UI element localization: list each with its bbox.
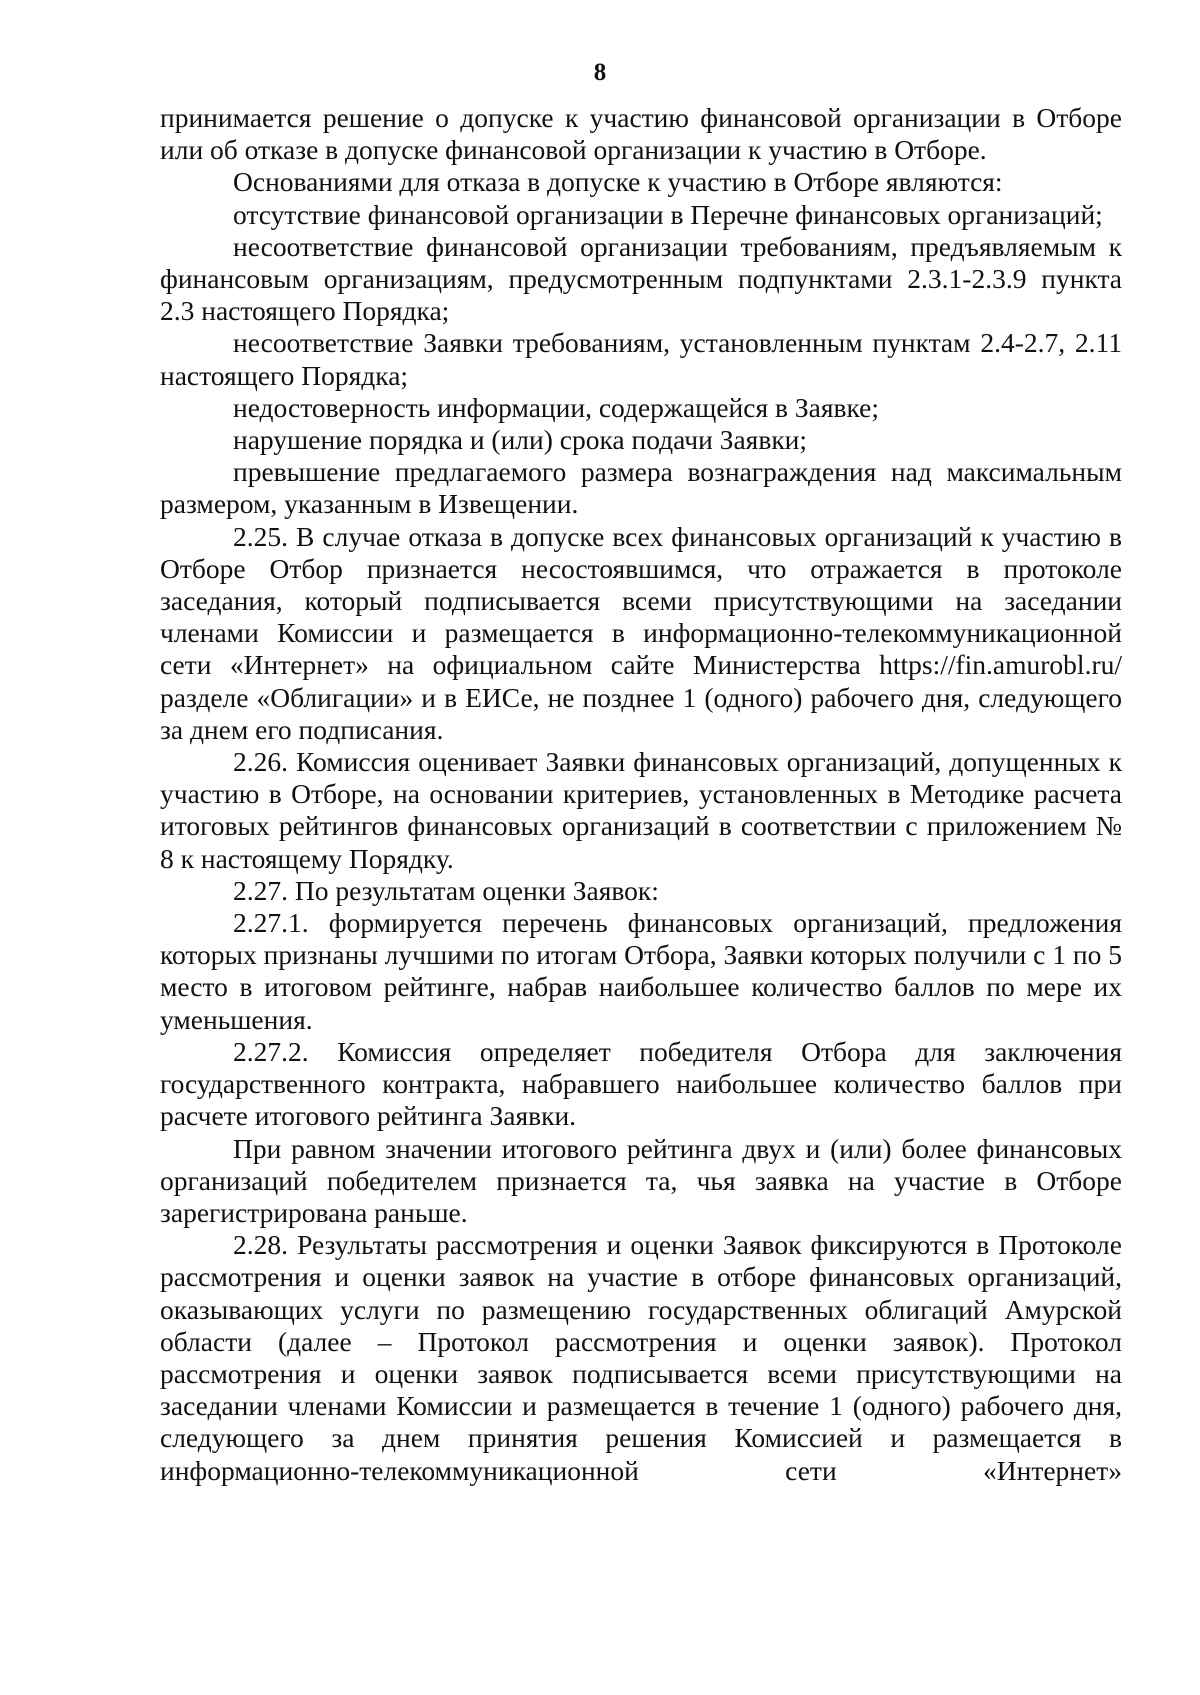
- paragraph: 2.25. В случае отказа в допуске всех финансовых организаций к участию в Отборе Отбор признается несостоявшимся, что отражается в протоколе заседания, который подписывается всеми присутствующими на заседании членами Комиссии и размещается в информационно-телекоммуникационной сети «Интернет» на официальном сайте Министерства https://fin.amurobl.ru/ разделе «Облигации» и в ЕИСе, не позднее 1 (одного) рабочего дня, следующего за днем его подписания.: [160, 520, 1122, 745]
- paragraph: отсутствие финансовой организации в Перечне финансовых организаций;: [233, 198, 1103, 230]
- paragraph: несоответствие финансовой организации требованиям, предъявляемым к финансовым организациям, предусмотренным подпунктами 2.3.1-2.3.9 пункта 2.3 настоящего Порядка;: [160, 230, 1122, 327]
- page-number: 8: [593, 59, 607, 86]
- paragraph: 2.26. Комиссия оценивает Заявки финансовых организаций, допущенных к участию в Отборе, на основании критериев, установленных в Методике расчета итоговых рейтингов финансовых организаций в соответствии с приложением № 8 к настоящему Порядку.: [160, 746, 1122, 874]
- paragraph: нарушение порядка и (или) срока подачи Заявки;: [233, 424, 808, 456]
- paragraph: несоответствие Заявки требованиям, установленным пунктам 2.4-2.7, 2.11 настоящего Порядка;: [160, 327, 1122, 391]
- paragraph: 2.27.1. формируется перечень финансовых организаций, предложения которых признаны лучшими по итогам Отбора, Заявки которых получили с 1 по 5 место в итоговом рейтинге, набрав наибольшее количество баллов по мере их уменьшения.: [160, 907, 1122, 1035]
- paragraph: Основаниями для отказа в допуске к участию в Отборе являются:: [233, 166, 1003, 198]
- document-body: [160, 102, 1122, 1487]
- paragraph: принимается решение о допуске к участию финансовой организации в Отборе или об отказе в допуске финансовой организации к участию в Отборе.: [160, 102, 1122, 166]
- paragraph: 2.27. По результатам оценки Заявок:: [233, 874, 659, 906]
- paragraph: При равном значении итогового рейтинга двух и (или) более финансовых организаций победителем признается та, чья заявка на участие в Отборе зарегистрирована раньше.: [160, 1132, 1122, 1228]
- paragraph: превышение предлагаемого размера вознаграждения над максимальным размером, указанным в Извещении.: [160, 456, 1122, 520]
- paragraph: недостоверность информации, содержащейся в Заявке;: [233, 391, 879, 423]
- paragraph: 2.28. Результаты рассмотрения и оценки Заявок фиксируются в Протоколе рассмотрения и оценки заявок на участие в отборе финансовых организаций, оказывающих услуги по размещению государственных облигаций Амурской области (далее – Протокол рассмотрения и оценки заявок). Протокол рассмотрения и оценки заявок подписывается всеми присутствующими на заседании членами Комиссии и размещается в течение 1 (одного) рабочего дня, следующего за днем принятия решения Комиссией и размещается в информационно-телекоммуникационной сети «Интернет»: [160, 1229, 1122, 1486]
- paragraph: 2.27.2. Комиссия определяет победителя Отбора для заключения государственного контракта, набравшего наибольшее количество баллов при расчете итогового рейтинга Заявки.: [160, 1035, 1122, 1132]
